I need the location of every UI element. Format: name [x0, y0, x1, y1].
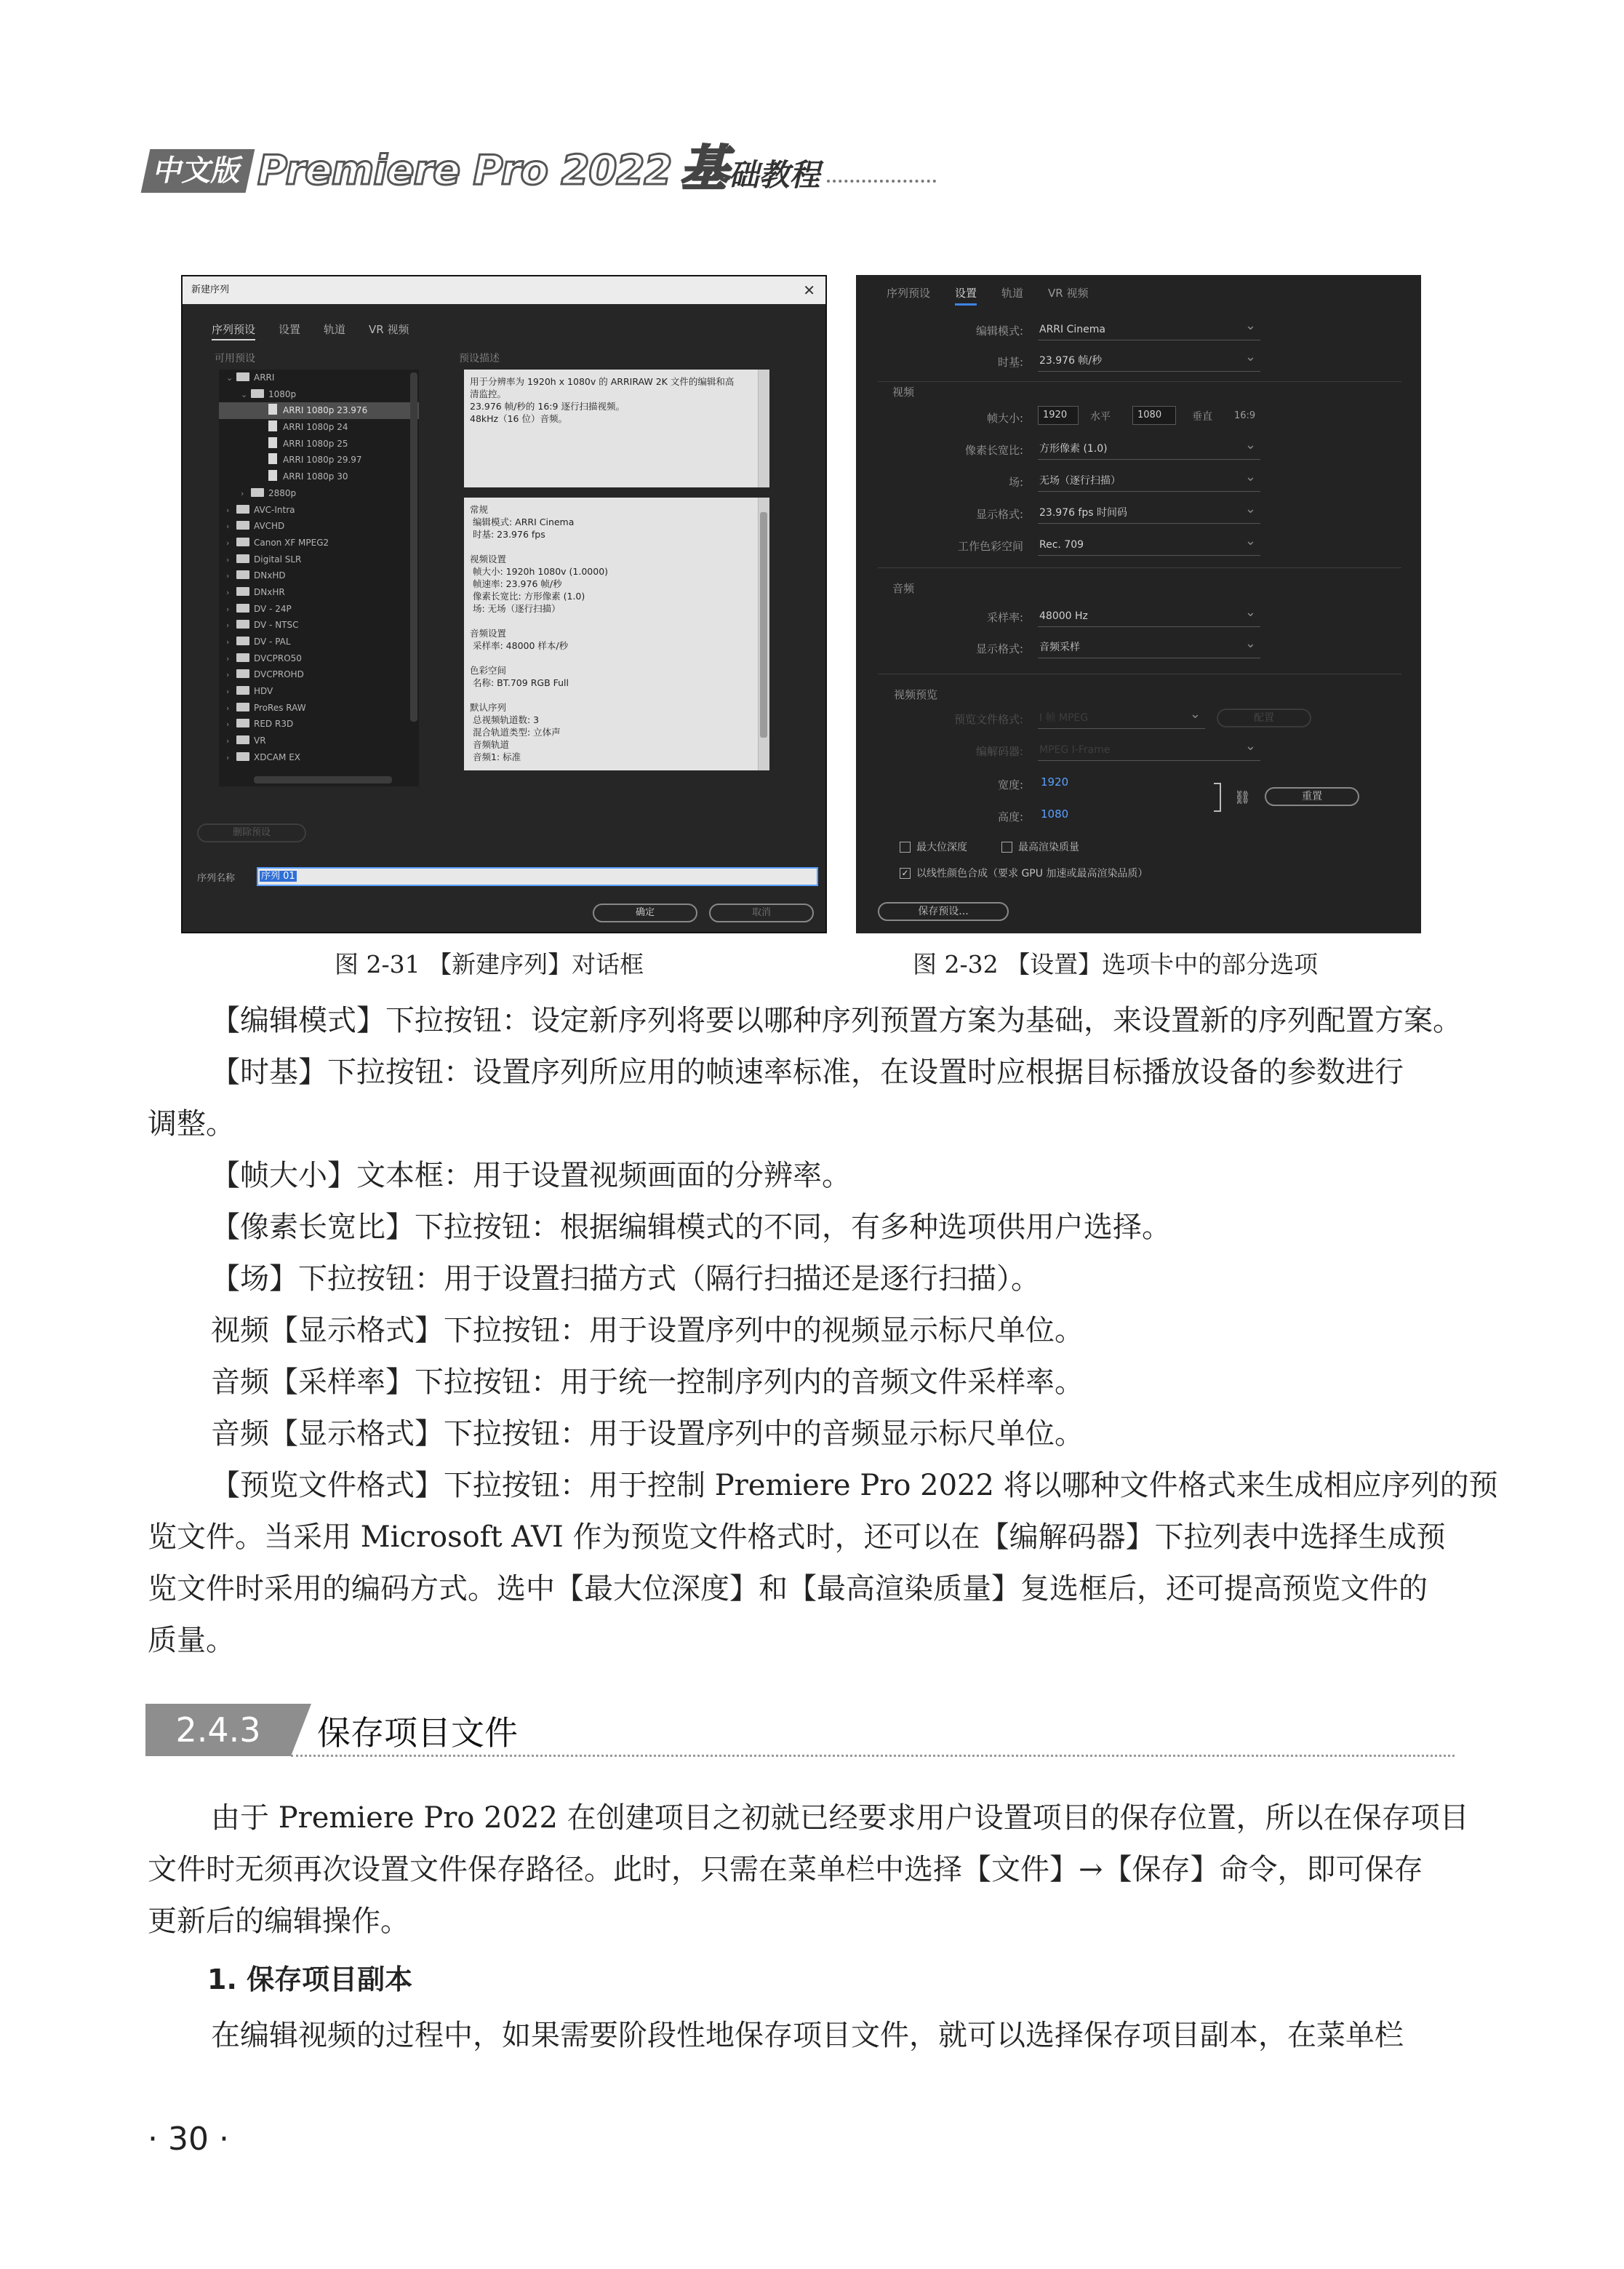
folder-icon [236, 570, 249, 579]
folder-icon [236, 669, 249, 678]
chevron-right-icon[interactable]: › [226, 687, 230, 697]
file-icon [268, 437, 277, 448]
chain-link-icon[interactable]: ⛓ [1234, 790, 1251, 805]
height-value[interactable]: 1080 [1041, 807, 1069, 821]
link-bracket [1214, 783, 1221, 812]
timebase-dropdown[interactable]: 23.976 帧/秒 ⌄ [1038, 350, 1260, 372]
edit-mode-label: 编辑模式: [975, 324, 1023, 338]
preset-tree-item[interactable] [219, 468, 419, 485]
preset-tree-item[interactable] [219, 716, 419, 733]
header-product: Premiere Pro 2022 [257, 147, 672, 194]
max-bit-depth-checkbox[interactable] [900, 840, 967, 854]
pixel-aspect-dropdown[interactable]: 方形像素 (1.0) ⌄ [1038, 438, 1260, 460]
folder-icon [236, 505, 249, 514]
audio-display-dropdown[interactable]: 音频采样 ⌄ [1038, 637, 1260, 658]
preset-tree-label: ARRI 1080p 24 [283, 422, 348, 433]
preset-tree-item[interactable] [219, 370, 419, 386]
preset-tree-label: DNxHD [254, 570, 286, 581]
text-line: 音频【采样率】下拉按钮：用于统一控制序列内的音频文件采样率。 [211, 1365, 1084, 1399]
text-line: 【时基】下拉按钮：设置序列所应用的帧速率标准，在设置时应根据目标播放设备的参数进行 [211, 1056, 1404, 1089]
page-number: · 30 · [148, 2121, 229, 2158]
preset-tree-item[interactable] [219, 666, 419, 683]
tab-vr-video[interactable]: VR 视频 [369, 323, 409, 336]
folder-icon [236, 686, 249, 695]
linear-color-label: 以线性颜色合成（要求 GPU 加速或最高渲染品质） [916, 868, 1148, 880]
dialog-titlebar [183, 276, 825, 304]
preset-description-label: 预设描述 [459, 353, 500, 364]
tab-tracks[interactable]: 轨道 [324, 323, 346, 336]
preset-tree-label: Digital SLR [254, 554, 302, 565]
text-line: 在编辑视频的过程中，如果需要阶段性地保存项目文件，就可以选择保存项目副本，在菜单栏 [211, 2019, 1404, 2052]
divider [878, 381, 1401, 382]
preset-details-text: 常规 编辑模式: ARRI Cinema 时基: 23.976 fps 视频设置 帧大小: 1920h 1080v (1.0000) 帧速率: 23.976 帧/秒 像素长宽比: 方形像素 (1.0) 场: 无场（逐行扫描） 音频设置 采样率: 48000 样本/秒 色彩空间 名称: BT.709 RGB Full 默认序列 总视频轨道数: 3 混合轨道类型: 立体声 音频轨道 音频1: 标准 [470, 504, 609, 762]
section-title: 保存项目文件 [317, 1713, 518, 1752]
text-line: 视频【显示格式】下拉按钮：用于设置序列中的视频显示标尺单位。 [211, 1314, 1084, 1347]
preset-description-text: 用于分辨率为 1920h x 1080v 的 ARRIRAW 2K 文件的编辑和高 清监控。 23.976 帧/秒的 16:9 逐行扫描视频。 48kHz（16 位）音频。 [470, 376, 735, 424]
folder-icon [236, 554, 249, 563]
preset-description-box [464, 370, 769, 487]
configure-button[interactable]: 配置 [1217, 709, 1311, 727]
header-ji: 基 [680, 140, 729, 196]
preset-tree-label: AVCHD [254, 521, 285, 532]
new-sequence-dialog [181, 275, 827, 933]
body-paragraph-3 [148, 2010, 1457, 2062]
dialog-title: 新建序列 [191, 284, 230, 295]
video-preview-section-title: 视频预览 [894, 688, 938, 701]
text-line: 【预览文件格式】下拉按钮：用于控制 Premiere Pro 2022 将以哪种文件格式来生成相应序列的预 [211, 1469, 1498, 1502]
file-icon [268, 470, 277, 481]
tab-settings[interactable]: 设置 [279, 323, 301, 336]
text-line: 由于 Premiere Pro 2022 在创建项目之初就已经要求用户设置项目的保存位置，所以在保存项目 [211, 1801, 1469, 1835]
preset-tree-label: ARRI [254, 372, 275, 383]
chevron-down-icon[interactable]: ⌄ [241, 389, 248, 399]
preview-format-label: 预览文件格式: [953, 713, 1023, 726]
section-rule [291, 1755, 1455, 1757]
folder-icon [236, 587, 249, 596]
preset-tree-item[interactable] [219, 551, 419, 568]
working-colorspace-dropdown[interactable]: Rec. 709 ⌄ [1038, 534, 1260, 556]
body-paragraphs-2 [148, 1793, 1469, 1947]
preset-details-box [464, 498, 769, 770]
tab-settings[interactable]: 设置 [955, 285, 977, 306]
chevron-right-icon[interactable]: › [241, 488, 244, 498]
sample-rate-label: 采样率: [986, 611, 1023, 624]
folder-icon [236, 538, 249, 546]
max-render-quality-label: 最高渲染质量 [1018, 842, 1079, 853]
height-label: 高度: [997, 810, 1023, 824]
folder-icon [251, 389, 264, 398]
text-line: 览文件。当采用 Microsoft AVI 作为预览文件格式时，还可以在【编解码器】下拉列表中选择生成预 [148, 1520, 1446, 1554]
preset-tree-item[interactable] [219, 535, 419, 551]
text-line: 更新后的编辑操作。 [148, 1905, 409, 1938]
chevron-right-icon[interactable]: › [226, 554, 230, 565]
tree-vertical-scrollbar[interactable] [410, 372, 417, 722]
preset-tree-label: ARRI 1080p 25 [283, 438, 348, 449]
header-dots [827, 180, 936, 183]
preset-tree-item[interactable] [219, 584, 419, 601]
chevron-right-icon[interactable]: › [226, 670, 230, 680]
chevron-right-icon[interactable]: › [226, 587, 230, 597]
preset-tree-item[interactable] [219, 700, 419, 717]
subheading: 1. 保存项目副本 [207, 1963, 413, 1995]
max-bit-depth-label: 最大位深度 [916, 842, 967, 853]
folder-icon [251, 488, 264, 497]
folder-icon [236, 372, 249, 381]
preset-tree-item[interactable] [219, 650, 419, 667]
text-line: 【场】下拉按钮：用于设置扫描方式（隔行扫描还是逐行扫描）。 [211, 1262, 1040, 1296]
folder-icon [236, 620, 249, 629]
preset-tree-label: AVC-Intra [254, 504, 295, 515]
tab-vr-video[interactable]: VR 视频 [1048, 287, 1089, 300]
chevron-right-icon[interactable]: › [226, 621, 230, 631]
chevron-right-icon[interactable]: › [226, 522, 230, 532]
preset-tree-label: VR [254, 735, 266, 746]
preset-tree-label: ARRI 1080p 29.97 [283, 455, 362, 466]
video-section-title: 视频 [892, 386, 915, 399]
caption-fig-2-32: 图 2-32 【设置】选项卡中的部分选项 [913, 950, 1319, 978]
settings-tabs [887, 285, 1089, 306]
chevron-right-icon[interactable]: › [226, 703, 230, 713]
chevron-right-icon[interactable]: › [226, 637, 230, 647]
preset-tree-item[interactable] [219, 452, 419, 468]
preset-tree-item[interactable] [219, 485, 419, 502]
body-paragraphs-1 [148, 995, 1498, 1667]
text-line: 调整。 [148, 1107, 235, 1141]
frame-size-label: 帧大小: [986, 412, 1023, 425]
audio-section-title: 音频 [892, 582, 915, 595]
tab-sequence-presets[interactable]: 序列预设 [212, 322, 255, 340]
text-line: 览文件时采用的编码方式。选中【最大位深度】和【最高渲染质量】复选框后，还可提高预览文件的 [148, 1572, 1428, 1606]
preset-tree-label: ARRI 1080p 23.976 [283, 405, 368, 416]
caption-fig-2-31: 图 2-31 【新建序列】对话框 [335, 950, 644, 978]
divider [878, 567, 1401, 568]
preset-tree-label: Canon XF MPEG2 [254, 537, 329, 548]
description-scrollbar[interactable] [758, 370, 769, 487]
preset-tree-label: DV - PAL [254, 637, 291, 647]
frame-width-input[interactable]: 1920 [1038, 406, 1079, 425]
folder-icon [236, 604, 249, 613]
audio-display-label: 显示格式: [975, 642, 1023, 655]
preset-tree-item[interactable] [219, 518, 419, 535]
close-icon[interactable]: ✕ [803, 282, 815, 299]
running-header [145, 140, 936, 196]
preset-tree-label: 2880p [268, 487, 297, 498]
folder-icon [236, 719, 249, 727]
folder-icon [236, 752, 249, 761]
preset-tree-item[interactable] [219, 436, 419, 452]
sequence-name-value: 序列 01 [261, 871, 295, 882]
preset-tree-item[interactable] [219, 386, 419, 403]
display-format-dropdown[interactable]: 23.976 fps 时间码 ⌄ [1038, 502, 1260, 524]
text-line: 音频【显示格式】下拉按钮：用于设置序列中的音频显示标尺单位。 [211, 1417, 1084, 1451]
preset-tree-item[interactable] [219, 567, 419, 584]
preset-tree [219, 370, 419, 786]
sequence-name-input[interactable] [257, 867, 818, 886]
cancel-button[interactable]: 取消 [709, 904, 814, 922]
aspect-ratio: 16:9 [1234, 410, 1256, 421]
checkbox-box[interactable] [900, 842, 911, 853]
delete-preset-button[interactable]: 删除预设 [197, 824, 306, 842]
file-icon [268, 453, 277, 464]
timebase-label: 时基: [997, 356, 1023, 369]
folder-icon [236, 735, 249, 744]
preset-tree-label: ARRI 1080p 30 [283, 471, 348, 482]
preset-tree-item[interactable] [219, 617, 419, 634]
header-rest: 础教程 [728, 157, 820, 193]
preset-tree-item[interactable] [219, 601, 419, 618]
folder-icon [236, 637, 249, 645]
checkbox-box[interactable] [1001, 842, 1012, 853]
reset-button[interactable]: 重置 [1265, 787, 1359, 806]
preset-tree-item[interactable] [219, 733, 419, 749]
preset-tree-label: XDCAM EX [254, 751, 301, 762]
tree-horizontal-scrollbar[interactable] [254, 776, 392, 783]
field-dropdown[interactable]: 无场（逐行扫描） ⌄ [1038, 470, 1260, 492]
preview-format-dropdown[interactable]: I 帧 MPEG ⌄ [1038, 707, 1205, 729]
chevron-down-icon[interactable]: ⌄ [226, 373, 233, 383]
available-presets-label: 可用预设 [215, 353, 255, 364]
text-line: 【像素长宽比】下拉按钮：根据编辑模式的不同，有多种选项供用户选择。 [211, 1211, 1171, 1244]
preset-tree-label: DNxHR [254, 586, 285, 597]
codec-label: 编解码器: [975, 745, 1023, 758]
chevron-right-icon[interactable]: › [226, 571, 230, 581]
preset-tree-label: DVCPRO50 [254, 653, 302, 663]
preset-tree-label: ProRes RAW [254, 702, 306, 713]
preset-tree-item[interactable] [219, 419, 419, 436]
preset-tree-item[interactable] [219, 683, 419, 700]
horizontal-label: 水平 [1090, 411, 1111, 423]
details-scrollbar[interactable] [758, 498, 769, 770]
pixel-aspect-label: 像素长宽比: [964, 444, 1023, 457]
chevron-right-icon[interactable]: › [226, 719, 230, 730]
header-edition: 中文版 [141, 149, 255, 193]
preset-tree-item[interactable] [219, 402, 419, 419]
tab-sequence-presets[interactable]: 序列预设 [887, 287, 931, 300]
preset-tree-item[interactable] [219, 749, 419, 766]
sample-rate-dropdown[interactable]: 48000 Hz ⌄ [1038, 605, 1260, 627]
check-icon[interactable]: ✓ [900, 868, 911, 879]
file-icon [268, 404, 277, 415]
section-number: 2.4.3 [145, 1704, 291, 1756]
text-line: 质量。 [148, 1624, 235, 1657]
frame-height-input[interactable]: 1080 [1132, 406, 1176, 425]
linear-color-checkbox[interactable] [900, 866, 1148, 880]
details-scroll-thumb[interactable] [760, 512, 767, 738]
settings-tab-panel [856, 275, 1421, 933]
save-preset-button[interactable]: 保存预设... [878, 902, 1009, 921]
ok-button[interactable]: 确定 [593, 904, 697, 922]
working-colorspace-label: 工作色彩空间 [957, 540, 1023, 553]
section-heading [145, 1704, 1455, 1762]
vertical-label: 垂直 [1192, 411, 1212, 423]
dialog-tabs [183, 304, 825, 349]
width-label: 宽度: [997, 778, 1023, 791]
preset-tree-label: DVCPROHD [254, 669, 304, 680]
tab-tracks[interactable]: 轨道 [1001, 287, 1024, 300]
preset-tree-label: 1080p [268, 388, 297, 399]
file-icon [268, 420, 277, 431]
preset-tree-label: RED R3D [254, 719, 294, 730]
field-label: 场: [1008, 476, 1023, 489]
display-format-label: 显示格式: [975, 508, 1023, 521]
preset-tree-label: DV - NTSC [254, 620, 299, 631]
chevron-right-icon[interactable]: › [226, 653, 230, 663]
edit-mode-dropdown[interactable]: ARRI Cinema ⌄ [1038, 319, 1260, 340]
chevron-right-icon[interactable]: › [226, 736, 230, 746]
width-value[interactable]: 1920 [1041, 775, 1069, 789]
codec-dropdown[interactable]: MPEG I-Frame ⌄ [1038, 739, 1260, 761]
chevron-right-icon[interactable]: › [226, 752, 230, 762]
folder-icon [236, 521, 249, 530]
text-line: 文件时无须再次设置文件保存路径。此时，只需在菜单栏中选择【文件】→【保存】命令，即可保存 [148, 1853, 1423, 1886]
folder-icon [236, 653, 249, 662]
max-render-quality-checkbox[interactable] [1001, 840, 1079, 854]
text-line: 【帧大小】文本框：用于设置视频画面的分辨率。 [211, 1159, 851, 1192]
preset-tree-item[interactable] [219, 634, 419, 650]
chevron-right-icon[interactable]: › [226, 505, 230, 515]
preset-tree-label: DV - 24P [254, 603, 292, 614]
text-line: 【编辑模式】下拉按钮：设定新序列将要以哪种序列预置方案为基础，来设置新的序列配置方案。 [211, 1004, 1462, 1037]
sequence-name-label: 序列名称 [197, 873, 236, 884]
preset-tree-label: HDV [254, 686, 273, 697]
preset-tree-item[interactable] [219, 502, 419, 519]
chevron-right-icon[interactable]: › [226, 538, 230, 548]
folder-icon [236, 703, 249, 711]
chevron-right-icon[interactable]: › [226, 604, 230, 614]
